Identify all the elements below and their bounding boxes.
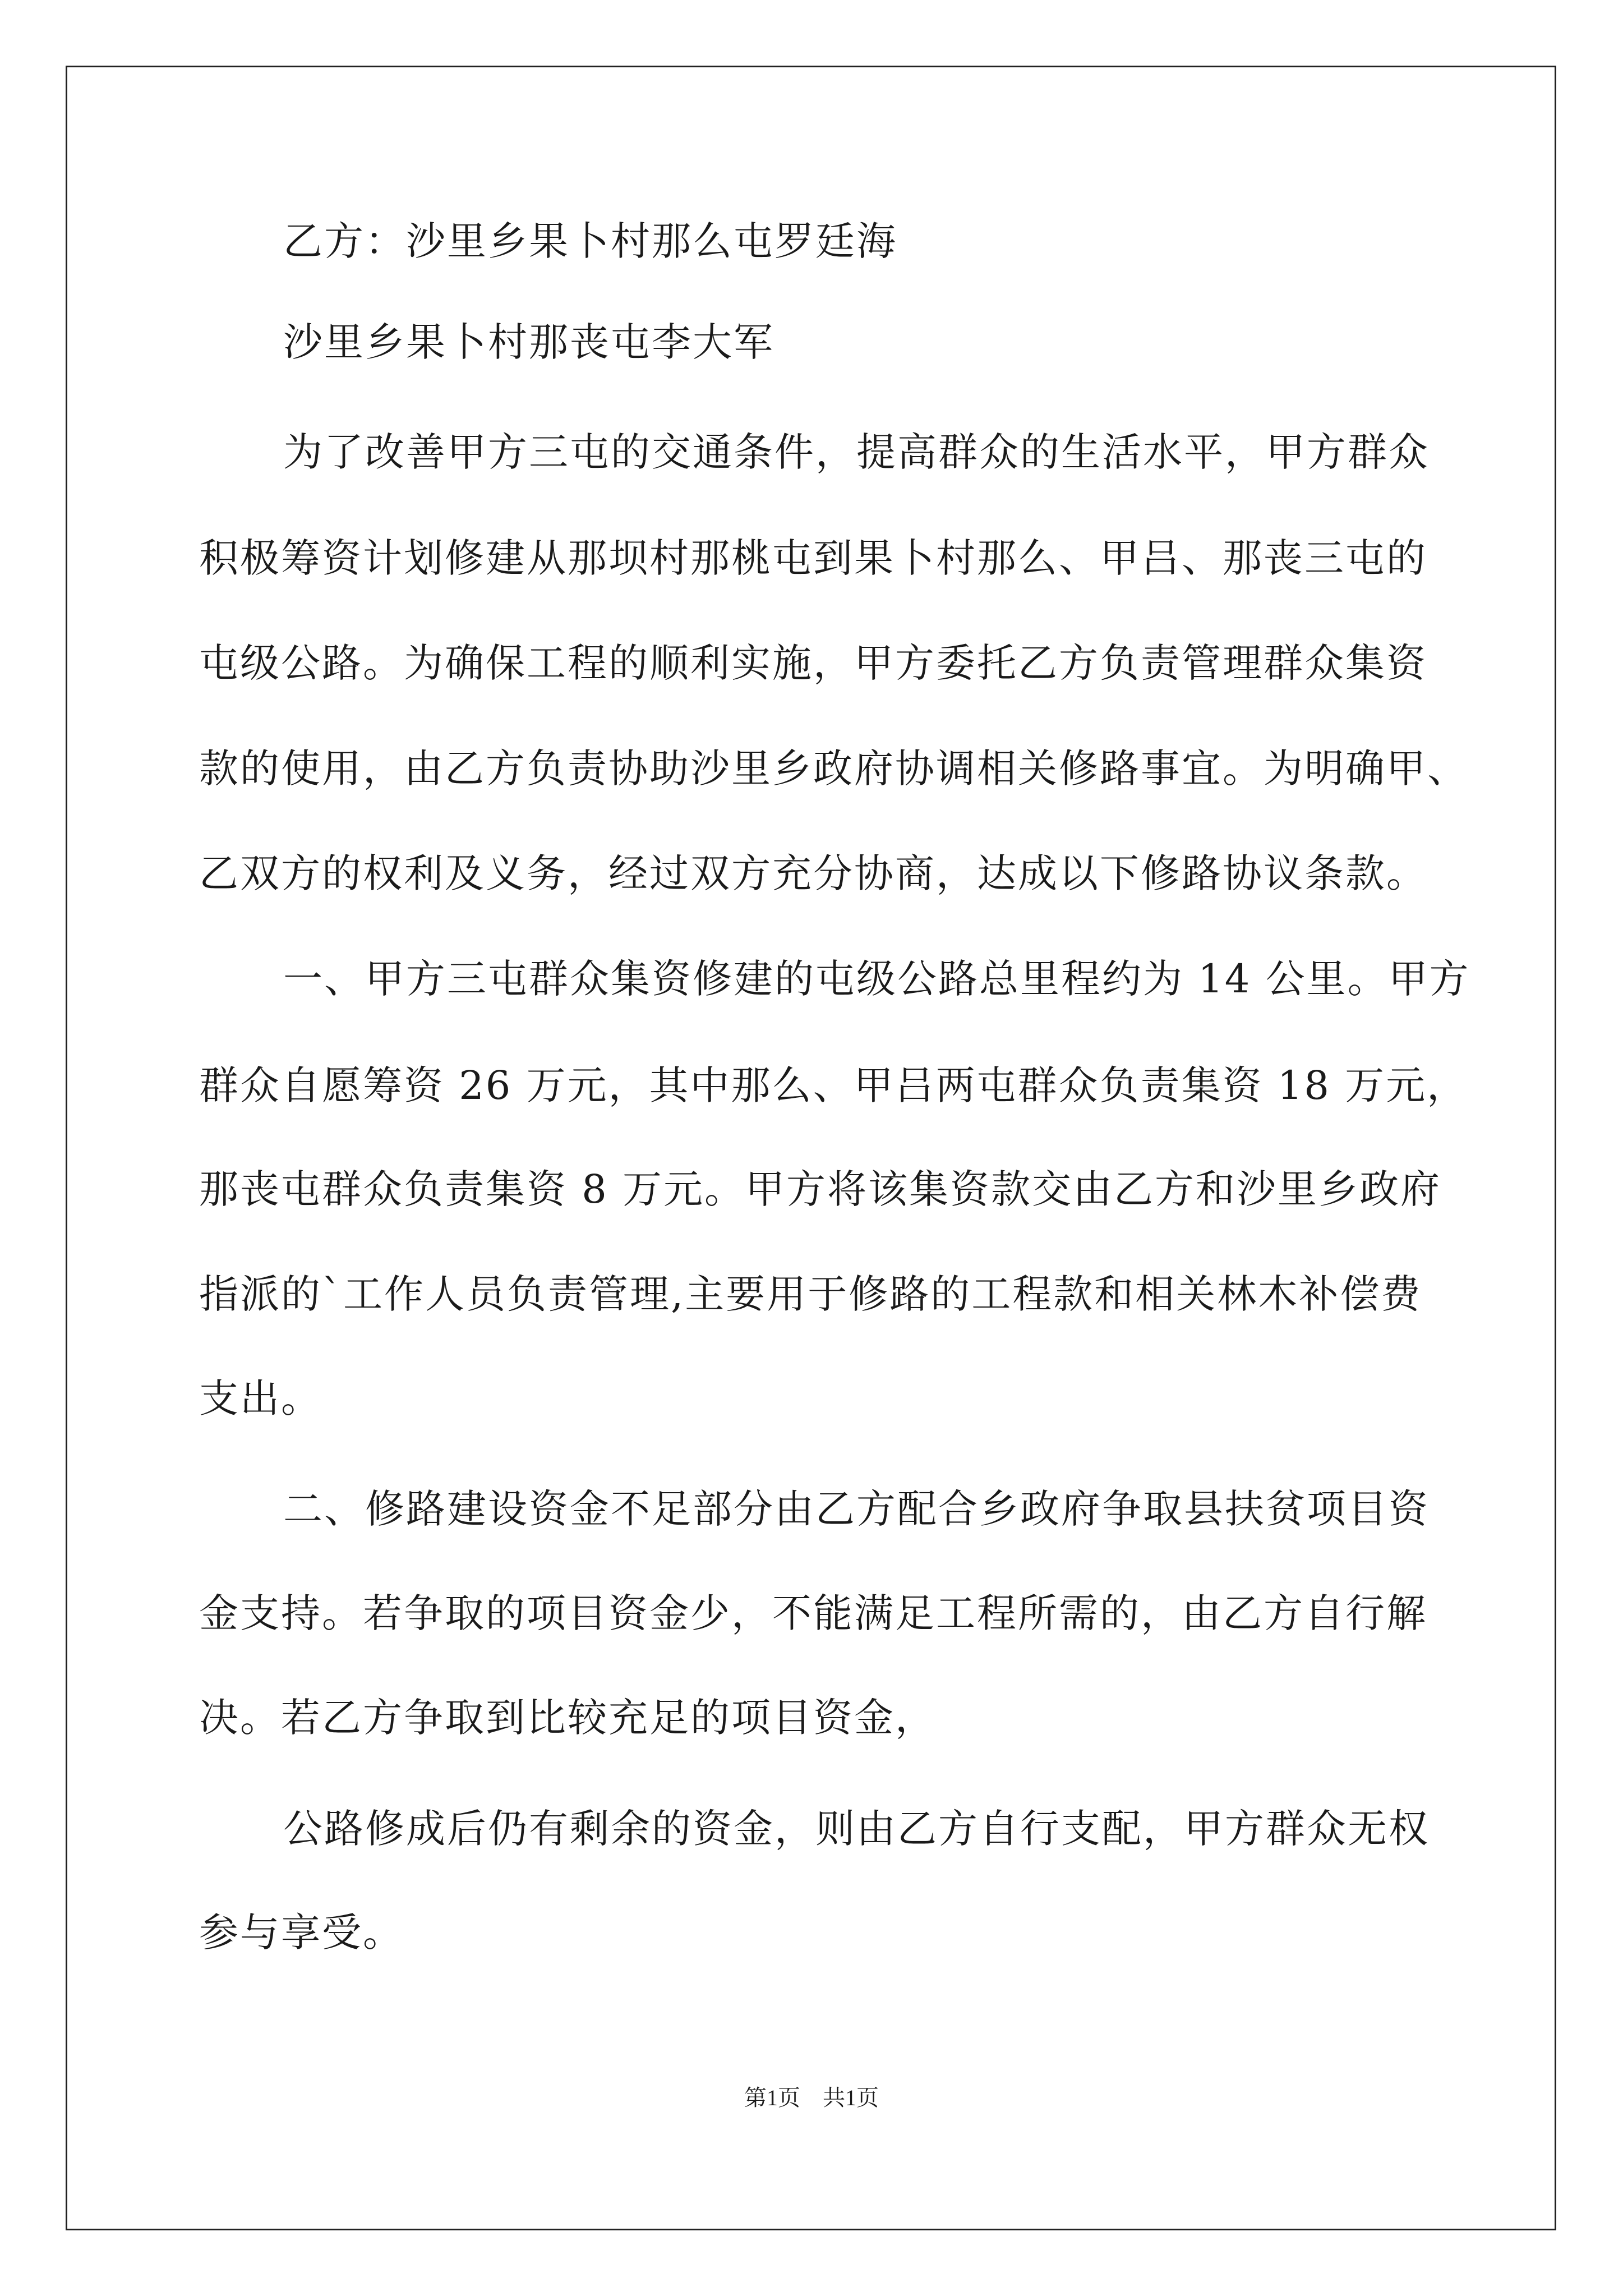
paragraph-line: 款的使用，由乙方负责协助沙里乡政府协调相关修路事宜。为明确甲、 xyxy=(199,746,1468,792)
paragraph-line: 群众自愿筹资 26 万元，其中那么、甲吕两屯群众负责集资 18 万元， xyxy=(199,1062,1468,1108)
page-number: 第1页 共1页 xyxy=(744,2085,879,2110)
paragraph-line: 指派的`工作人员负责管理,主要用于修路的工程款和相关林木补偿费 xyxy=(199,1271,1422,1317)
paragraph-line: 为了改善甲方三屯的交通条件，提高群众的生活水平，甲方群众 xyxy=(283,429,1430,475)
clause-two-line: 二、修路建设资金不足部分由乙方配合乡政府争取县扶贫项目资 xyxy=(283,1486,1430,1532)
paragraph-line: 金支持。若争取的项目资金少，不能满足工程所需的，由乙方自行解 xyxy=(199,1590,1427,1636)
party-b-second-line: 沙里乡果卜村那丧屯李大军 xyxy=(283,319,774,365)
paragraph-line: 支出。 xyxy=(199,1375,322,1421)
paragraph-line: 那丧屯群众负责集资 8 万元。甲方将该集资款交由乙方和沙里乡政府 xyxy=(199,1166,1442,1212)
party-b-line: 乙方：沙里乡果卜村那么屯罗廷海 xyxy=(283,218,897,264)
paragraph-line: 屯级公路。为确保工程的顺利实施，甲方委托乙方负责管理群众集资 xyxy=(199,640,1427,686)
clause-one-line: 一、甲方三屯群众集资修建的屯级公路总里程约为 14 公里。甲方 xyxy=(283,956,1470,1002)
paragraph-line: 乙双方的权利及义务，经过双方充分协商，达成以下修路协议条款。 xyxy=(199,850,1427,896)
paragraph-line: 参与享受。 xyxy=(199,1910,404,1955)
paragraph-line: 公路修成后仍有剩余的资金，则由乙方自行支配，甲方群众无权 xyxy=(283,1806,1430,1852)
paragraph-line: 决。若乙方争取到比较充足的项目资金， xyxy=(199,1695,936,1741)
paragraph-line: 积极筹资计划修建从那坝村那桃屯到果卜村那么、甲吕、那丧三屯的 xyxy=(199,535,1427,581)
